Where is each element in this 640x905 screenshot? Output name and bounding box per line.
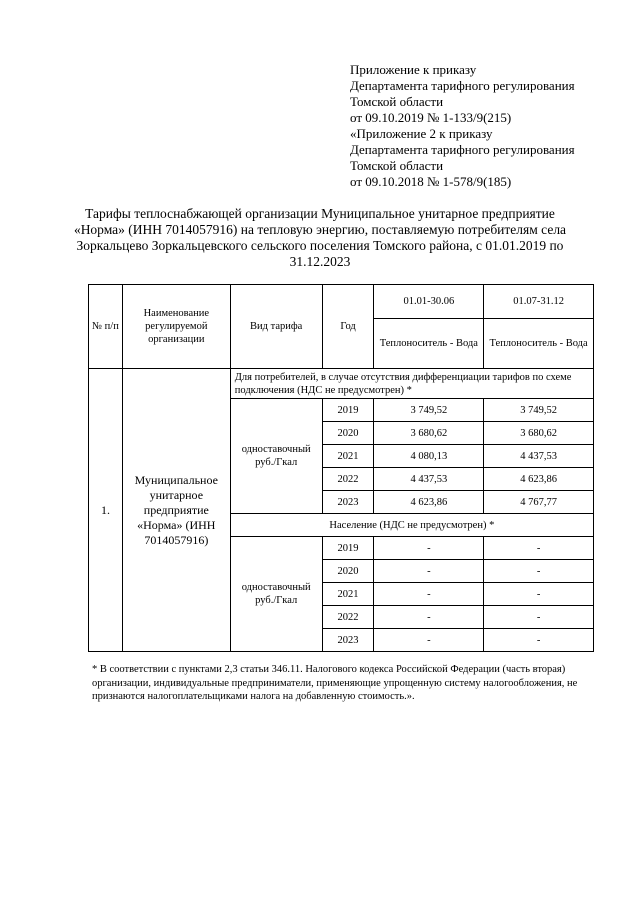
header-period-2: 01.07-31.12 (484, 285, 594, 319)
tariff-table (88, 284, 594, 652)
value-cell: 4 437,53 (374, 468, 484, 491)
document-title: Тарифы теплоснабжающей организации Муниципальное унитарное предприятие «Норма» (ИНН 7014057916) на тепловую энергию, поставляемую потребителям села Зоркальцево Зоркальцевского сельского поселения Томского района, с 01.01.2019 по 31.12.2023 (73, 206, 567, 269)
year-cell: 2019 (322, 399, 374, 422)
value-cell: - (484, 583, 594, 606)
footnote: * В соответствии с пунктами 2,3 статьи 346.11. Налогового кодекса Российской Федерации (часть вторая) организации, индивидуальные предприниматели, применяющие упрощенную систему налогообложения, не признаются налогоплательщиками налога на добавленную стоимость.». (92, 664, 578, 702)
header-num: № п/п (89, 285, 123, 369)
appendix-line: Томской области (350, 94, 444, 109)
value-cell: 4 767,77 (484, 491, 594, 514)
value-cell: 4 623,86 (374, 491, 484, 514)
year-cell: 2019 (322, 537, 374, 560)
year-cell: 2021 (322, 445, 374, 468)
appendix-line: от 09.10.2018 № 1-578/9(185) (350, 174, 512, 189)
appendix-block (350, 62, 620, 190)
value-cell: - (374, 560, 484, 583)
section-label: Население (НДС не предусмотрен) * (230, 514, 593, 537)
value-cell: 4 080,13 (374, 445, 484, 468)
value-cell: 4 623,86 (484, 468, 594, 491)
year-cell: 2021 (322, 583, 374, 606)
appendix-line: Департамента тарифного регулирования (350, 142, 575, 157)
year-cell: 2022 (322, 606, 374, 629)
value-cell: - (374, 537, 484, 560)
row-number: 1. (89, 369, 123, 652)
appendix-line: от 09.10.2019 № 1-133/9(215) (350, 110, 512, 125)
year-cell: 2022 (322, 468, 374, 491)
appendix-line: «Приложение 2 к приказу (350, 126, 493, 141)
year-cell: 2020 (322, 560, 374, 583)
value-cell: 3 749,52 (484, 399, 594, 422)
header-carrier-2: Теплоноситель - Вода (484, 319, 594, 369)
appendix-line: Томской области (350, 158, 444, 173)
value-cell: 3 680,62 (374, 422, 484, 445)
appendix-line: Приложение к приказу (350, 62, 477, 77)
header-carrier-1: Теплоноситель - Вода (374, 319, 484, 369)
value-cell: - (484, 629, 594, 652)
value-cell: - (374, 583, 484, 606)
organization-name: Муниципальное унитарное предприятие «Норма» (ИНН 7014057916) (122, 369, 230, 652)
value-cell: - (484, 560, 594, 583)
header-period-1: 01.01-30.06 (374, 285, 484, 319)
value-cell: - (374, 606, 484, 629)
section-label: Для потребителей, в случае отсутствия дифференциации тарифов по схеме подключения (НДС не предусмотрен) * (230, 369, 593, 399)
tariff-type: одноставочный руб./Гкал (230, 537, 322, 652)
value-cell: - (374, 629, 484, 652)
header-year: Год (322, 285, 374, 369)
tariff-type: одноставочный руб./Гкал (230, 399, 322, 514)
value-cell: 3 680,62 (484, 422, 594, 445)
value-cell: 4 437,53 (484, 445, 594, 468)
year-cell: 2023 (322, 491, 374, 514)
appendix-line: Департамента тарифного регулирования (350, 78, 575, 93)
value-cell: - (484, 606, 594, 629)
year-cell: 2023 (322, 629, 374, 652)
year-cell: 2020 (322, 422, 374, 445)
header-org: Наименование регулируемой организации (122, 285, 230, 369)
header-row (89, 285, 594, 319)
header-type: Вид тарифа (230, 285, 322, 369)
value-cell: 3 749,52 (374, 399, 484, 422)
section-row (89, 369, 594, 399)
value-cell: - (484, 537, 594, 560)
